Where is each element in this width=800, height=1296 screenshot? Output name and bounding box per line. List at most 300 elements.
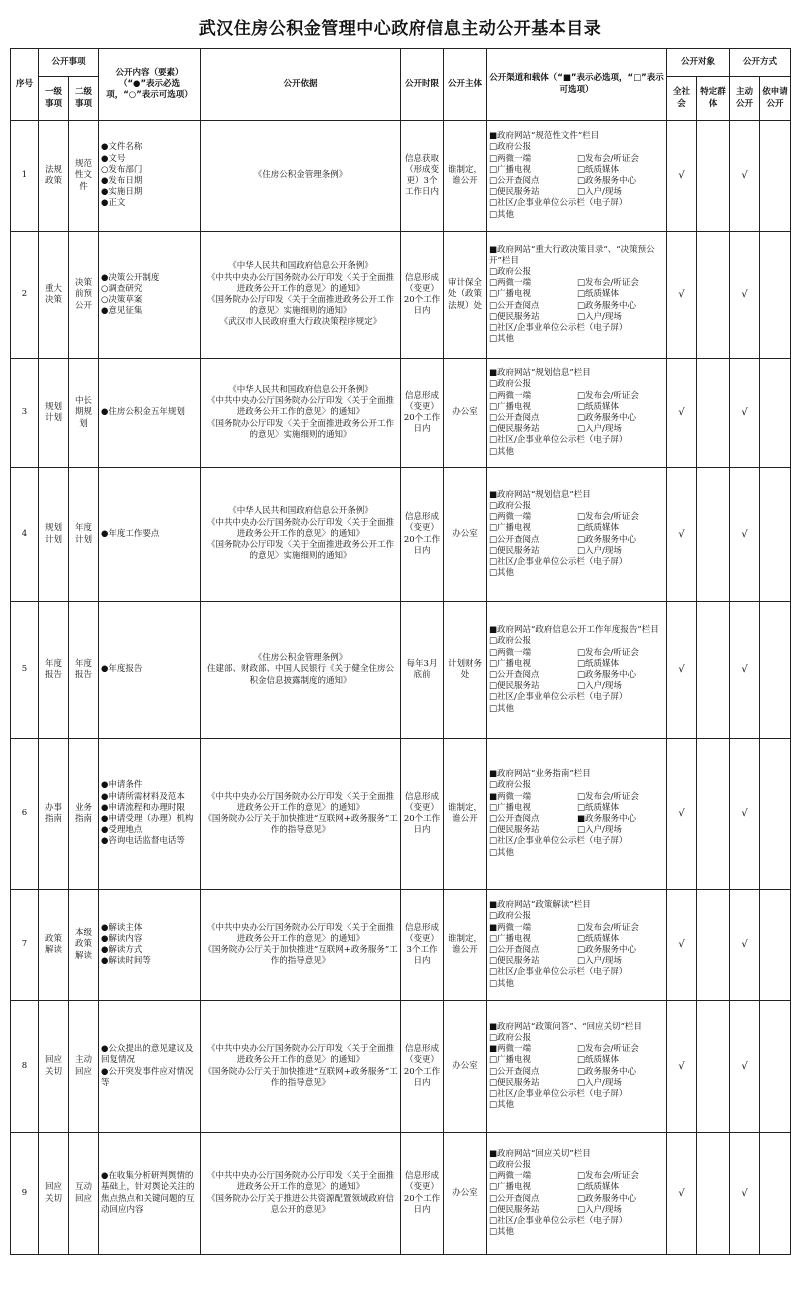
- channel-grid: [489, 1022, 664, 1112]
- channel-option: □纸质媒体: [577, 1182, 620, 1193]
- channel-option: □社区/企事业单位公示栏（电子屏）: [489, 323, 628, 334]
- target-specific-mark: [697, 468, 730, 602]
- level1-item-text: 规划计划: [44, 523, 62, 545]
- header-seq: 序号: [11, 49, 39, 121]
- channel-option: ■政府网站“回应关切”栏目: [489, 1148, 591, 1159]
- time-limit: [401, 232, 444, 359]
- method-apply-mark: [760, 890, 791, 1001]
- basis-document: 住建部、财政部、中国人民银行《关于健全住房公积金信息披露制度的通知》: [207, 664, 395, 686]
- channel-option: □入户/现场: [577, 545, 622, 556]
- basis-document: 《中共中央办公厅国务院办公厅印发〈关于全面推进政务公开工作的意见〉的通知》: [207, 272, 395, 294]
- channel-option: □入户/现场: [577, 681, 622, 692]
- channel-option: ■政府网站“规划信息”栏目: [489, 489, 591, 500]
- header-subject: 公开主体: [444, 49, 487, 121]
- content-element: ●文号: [101, 153, 126, 164]
- header-method-active: 主动公开: [730, 77, 760, 121]
- channel-option: □纸质媒体: [577, 401, 620, 412]
- public-subject: [444, 121, 487, 232]
- time-limit-text: 信息获取（形成变更）3个工作日内: [405, 153, 440, 198]
- level2-item: [69, 1133, 99, 1255]
- channel-grid: [489, 900, 664, 990]
- content-element: ●公众提出的意见建议及回复情况: [101, 1044, 194, 1066]
- target-specific-mark: [697, 1001, 730, 1133]
- channel-grid: [489, 625, 664, 715]
- channel-option: □便民服务站: [489, 1204, 540, 1215]
- public-subject: [444, 1133, 487, 1255]
- channel-option: □公开查阅点: [489, 300, 540, 311]
- basis-document: 《中共中央办公厅国务院办公厅印发〈关于全面推进政务公开工作的意见〉的通知》: [207, 922, 395, 944]
- method-active-mark: [730, 1001, 760, 1133]
- content-element: ●年度报告: [101, 664, 143, 675]
- check-mark: √: [678, 1187, 685, 1199]
- header-target-group: 公开对象: [667, 49, 730, 77]
- basis-list: [201, 1133, 401, 1255]
- target-all-mark: [667, 739, 697, 890]
- channel-option: □便民服务站: [489, 424, 540, 435]
- content-element: ○发布部门: [101, 164, 143, 175]
- channel-option: □便民服务站: [489, 956, 540, 967]
- channel-option: □广播电视: [489, 933, 532, 944]
- channel-option: □广播电视: [489, 523, 532, 534]
- content-elements: [99, 232, 201, 359]
- method-active-mark: [730, 739, 760, 890]
- header-basis: 公开依据: [201, 49, 401, 121]
- basis-document: 《中共中央办公厅国务院办公厅印发〈关于全面推进政务公开工作的意见〉的通知》: [207, 396, 395, 418]
- public-subject: [444, 890, 487, 1001]
- basis-document: 《国务院办公厅印发〈关于全面推进政务公开工作的意见〉实施细则的通知》: [207, 295, 395, 317]
- time-limit-text: 信息形成（变更）20个工作日内: [403, 512, 441, 556]
- basis-list: [201, 1001, 401, 1133]
- check-mark: √: [678, 1060, 685, 1072]
- channel-option: ■政府网站“政策问答”、“回应关切”栏目: [489, 1021, 642, 1032]
- channel-list: [487, 121, 667, 232]
- level1-item: [39, 739, 69, 890]
- check-mark: √: [741, 1060, 748, 1072]
- content-element: ●住房公积金五年规划: [101, 407, 185, 418]
- time-limit-text: 信息形成（变更）20个工作日内: [403, 272, 441, 317]
- row-number: [11, 1133, 39, 1255]
- table-row: [11, 602, 791, 739]
- channel-option: □政府公报: [489, 780, 532, 791]
- channel-option: □发布会/听证会: [577, 1044, 639, 1055]
- row-number-text: 9: [21, 1187, 28, 1198]
- level2-item-text: 主动回应: [75, 1055, 93, 1077]
- channel-option: □入户/现场: [577, 424, 622, 435]
- content-element: ●文件名称: [101, 142, 143, 153]
- level2-item: [69, 1001, 99, 1133]
- channel-option: □公开查阅点: [489, 413, 540, 423]
- basis-document: 《国务院办公厅关于加快推进“互联网+政务服务”工作的指导意见》: [203, 1066, 398, 1088]
- public-subject-text: 办公室: [452, 528, 478, 539]
- row-number-text: 3: [21, 407, 28, 418]
- time-limit-text: 信息形成（变更）20个工作日内: [403, 791, 441, 836]
- channel-option: □入户/现场: [577, 956, 622, 967]
- table-row: [11, 468, 791, 602]
- channel-option: □两微一端: [489, 153, 532, 164]
- channel-option: □其他: [489, 446, 515, 457]
- row-number: [11, 890, 39, 1001]
- channel-option: ■政府网站“业务指南”栏目: [489, 769, 591, 780]
- level2-item-text: 中长期规划: [75, 396, 93, 429]
- channel-option: □入户/现场: [577, 311, 622, 322]
- basis-document: 《住房公积金管理条例》: [253, 653, 348, 664]
- row-number: [11, 739, 39, 890]
- channel-grid: [489, 769, 664, 859]
- time-limit: [401, 121, 444, 232]
- header-target-specific: 特定群体: [697, 77, 730, 121]
- channel-grid: [489, 490, 664, 580]
- content-element: ●实施日期: [101, 187, 143, 198]
- channel-option: □发布会/听证会: [577, 647, 639, 658]
- channel-list: [487, 1133, 667, 1255]
- method-active-mark: [730, 121, 760, 232]
- channel-option: □入户/现场: [577, 1077, 622, 1088]
- content-elements: [99, 121, 201, 232]
- target-all-mark: [667, 1001, 697, 1133]
- channel-option: □公开查阅点: [489, 1193, 540, 1204]
- channel-option: □政府公报: [489, 500, 532, 511]
- channel-option: □其他: [489, 1227, 515, 1238]
- method-apply-mark: [760, 359, 791, 468]
- channel-option: □政务服务中心: [577, 413, 637, 423]
- level2-item: [69, 232, 99, 359]
- public-subject: [444, 468, 487, 602]
- channel-option: □纸质媒体: [577, 658, 620, 669]
- channel-option: □社区/企事业单位公示栏（电子屏）: [489, 198, 628, 209]
- level2-item: [69, 739, 99, 890]
- channel-option: □两微一端: [489, 278, 532, 289]
- method-active-mark: [730, 359, 760, 468]
- content-element: ●决策公开制度: [101, 272, 160, 283]
- channel-option: □其他: [489, 1100, 515, 1111]
- time-limit: [401, 468, 444, 602]
- row-number-text: 4: [21, 528, 28, 539]
- header-content: 公开内容（要素）（“●”表示必选项，“○”表示可选项）: [99, 49, 201, 121]
- content-element: ●意见征集: [101, 306, 143, 317]
- channel-option: □政务服务中心: [577, 1193, 637, 1204]
- row-number-text: 5: [21, 664, 28, 675]
- channel-option: ■政务服务中心: [577, 814, 637, 824]
- basis-list: [201, 468, 401, 602]
- channel-option: □广播电视: [489, 658, 532, 669]
- channel-list: [487, 602, 667, 739]
- level2-item-text: 年度报告: [75, 658, 93, 680]
- content-element: ●解读主体: [101, 922, 143, 933]
- content-element: ○决策草案: [101, 295, 143, 305]
- time-limit-text: 信息形成（变更）3个工作日内: [405, 922, 440, 967]
- check-mark: √: [678, 939, 685, 951]
- content-elements: [99, 890, 201, 1001]
- channel-option: □政务服务中心: [577, 176, 637, 186]
- content-element: ●发布日期: [101, 176, 143, 186]
- content-elements: [99, 359, 201, 468]
- channel-option: □其他: [489, 568, 515, 579]
- target-all-mark: [667, 121, 697, 232]
- public-subject: [444, 602, 487, 739]
- basis-document: 《中华人民共和国政府信息公开条例》: [228, 506, 373, 517]
- channel-option: □两微一端: [489, 390, 532, 401]
- catalog-body: [11, 121, 791, 1255]
- basis-document: 《国务院办公厅关于推进公共资源配置领域政府信息公开的意见》: [207, 1193, 395, 1215]
- channel-option: □公开查阅点: [489, 1066, 540, 1077]
- channel-option: ■政府网站“政府信息公开工作年度报告”栏目: [489, 625, 659, 636]
- content-elements: [99, 1001, 201, 1133]
- basis-document: 《国务院办公厅印发〈关于全面推进政务公开工作的意见〉实施细则的通知》: [207, 418, 395, 440]
- channel-option: □广播电视: [489, 164, 532, 175]
- time-limit: [401, 359, 444, 468]
- public-subject: [444, 1001, 487, 1133]
- table-row: [11, 232, 791, 359]
- basis-document: 《中共中央办公厅国务院办公厅印发〈关于全面推进政务公开工作的意见〉的通知》: [207, 791, 395, 813]
- basis-document: 《中共中央办公厅国务院办公厅印发〈关于全面推进政务公开工作的意见〉的通知》: [207, 1171, 395, 1193]
- table-row: [11, 359, 791, 468]
- header-time-limit: 公开时限: [401, 49, 444, 121]
- row-number: [11, 602, 39, 739]
- check-mark: √: [741, 808, 748, 820]
- level1-item: [39, 890, 69, 1001]
- channel-grid: [489, 368, 664, 458]
- public-subject-text: 办公室: [452, 407, 478, 418]
- method-apply-mark: [760, 468, 791, 602]
- level1-item: [39, 1133, 69, 1255]
- channel-list: [487, 1001, 667, 1133]
- level1-item-text: 办事指南: [44, 802, 62, 824]
- content-element: ●在收集分析研判舆情的基础上，针对舆论关注的焦点热点和关键问题的互动回应内容: [101, 1171, 195, 1215]
- page-title: 武汉住房公积金管理中心政府信息主动公开基本目录: [198, 19, 602, 39]
- check-mark: √: [741, 528, 748, 540]
- check-mark: √: [678, 528, 685, 540]
- channel-list: [487, 890, 667, 1001]
- channel-option: □公开查阅点: [489, 670, 540, 680]
- content-element: ●解读内容: [101, 933, 143, 944]
- header-target-all: 全社会: [667, 77, 697, 121]
- level1-item-text: 回应关切: [44, 1055, 62, 1077]
- row-number: [11, 468, 39, 602]
- time-limit: [401, 1133, 444, 1255]
- level1-item: [39, 232, 69, 359]
- channel-option: □纸质媒体: [577, 802, 620, 813]
- target-all-mark: [667, 1133, 697, 1255]
- public-subject-text: 审计保全处（政策法规）处: [448, 278, 483, 311]
- level2-item-text: 业务指南: [75, 802, 93, 824]
- target-all-mark: [667, 890, 697, 1001]
- basis-list: [201, 602, 401, 739]
- header-method-apply: 依申请公开: [760, 77, 791, 121]
- channel-option: □发布会/听证会: [577, 791, 639, 802]
- content-element: ●申请受理（办理）机构: [101, 814, 194, 824]
- public-subject: [444, 739, 487, 890]
- channel-option: □政府公报: [489, 1032, 532, 1043]
- public-subject: [444, 359, 487, 468]
- channel-option: □纸质媒体: [577, 164, 620, 175]
- check-mark: √: [741, 664, 748, 676]
- time-limit-text: 信息形成（变更）20个工作日内: [403, 1171, 441, 1215]
- target-specific-mark: [697, 890, 730, 1001]
- row-number: [11, 1001, 39, 1133]
- method-active-mark: [730, 232, 760, 359]
- table-row: [11, 121, 791, 232]
- check-mark: √: [741, 939, 748, 951]
- content-element: ●申请流程和办理时限: [101, 802, 185, 813]
- row-number: [11, 359, 39, 468]
- basis-list: [201, 359, 401, 468]
- channel-option: □便民服务站: [489, 187, 540, 198]
- row-number-text: 6: [21, 808, 28, 819]
- check-mark: √: [678, 170, 685, 182]
- method-apply-mark: [760, 1001, 791, 1133]
- level2-item-text: 规范性文件: [75, 159, 93, 192]
- basis-list: [201, 890, 401, 1001]
- channel-option: □公开查阅点: [489, 176, 540, 186]
- level2-item: [69, 602, 99, 739]
- table-row: [11, 890, 791, 1001]
- level2-item-text: 年度计划: [75, 523, 93, 545]
- channel-option: □其他: [489, 334, 515, 345]
- public-subject-text: 办公室: [452, 1060, 478, 1071]
- level2-item: [69, 890, 99, 1001]
- method-active-mark: [730, 890, 760, 1001]
- channel-option: □入户/现场: [577, 1204, 622, 1215]
- channel-option: □政务服务中心: [577, 300, 637, 311]
- time-limit: [401, 890, 444, 1001]
- content-elements: [99, 602, 201, 739]
- channel-option: □纸质媒体: [577, 289, 620, 300]
- content-element: ●年度工作要点: [101, 528, 160, 539]
- target-all-mark: [667, 468, 697, 602]
- channel-option: □发布会/听证会: [577, 1171, 639, 1182]
- channel-option: ■政府网站“规划信息”栏目: [489, 368, 591, 379]
- method-apply-mark: [760, 121, 791, 232]
- channel-option: □社区/企事业单位公示栏（电子屏）: [489, 556, 628, 567]
- channel-option: □纸质媒体: [577, 1055, 620, 1066]
- channel-list: [487, 232, 667, 359]
- channel-option: □入户/现场: [577, 187, 622, 198]
- channel-option: □广播电视: [489, 401, 532, 412]
- channel-option: □社区/企事业单位公示栏（电子屏）: [489, 435, 628, 446]
- content-elements: [99, 468, 201, 602]
- target-specific-mark: [697, 1133, 730, 1255]
- level2-item-text: 互动回应: [75, 1182, 93, 1204]
- level2-item: [69, 359, 99, 468]
- public-subject-text: 谁制定，谁公开: [448, 933, 483, 955]
- basis-document: 《中共中央办公厅国务院办公厅印发〈关于全面推进政务公开工作的意见〉的通知》: [207, 1044, 395, 1066]
- channel-option: ■政府网站“规范性文件”栏目: [489, 131, 600, 142]
- channel-option: □广播电视: [489, 1055, 532, 1066]
- target-all-mark: [667, 232, 697, 359]
- channel-list: [487, 468, 667, 602]
- check-mark: √: [678, 289, 685, 301]
- channel-option: □社区/企事业单位公示栏（电子屏）: [489, 1215, 628, 1226]
- content-element: ●受理地点: [101, 825, 143, 836]
- time-limit-text: 信息形成（变更）20个工作日内: [403, 1044, 441, 1088]
- channel-option: □社区/企事业单位公示栏（电子屏）: [489, 1088, 628, 1099]
- level2-item: [69, 468, 99, 602]
- basis-document: 《中共中央办公厅国务院办公厅印发〈关于全面推进政务公开工作的意见〉的通知》: [207, 517, 395, 539]
- level2-item-text: 本级政策解读: [75, 928, 93, 961]
- content-elements: [99, 1133, 201, 1255]
- level1-item: [39, 1001, 69, 1133]
- basis-document: 《中华人民共和国政府信息公开条例》: [228, 261, 373, 272]
- channel-option: □发布会/听证会: [577, 512, 639, 523]
- channel-option: ■两微一端: [489, 791, 532, 802]
- channel-option: □广播电视: [489, 289, 532, 300]
- level2-item-text: 决策前预公开: [75, 278, 93, 311]
- channel-option: ■政府网站“政策解读”栏目: [489, 900, 591, 911]
- channel-option: □广播电视: [489, 1182, 532, 1193]
- method-active-mark: [730, 1133, 760, 1255]
- channel-option: □发布会/听证会: [577, 278, 639, 289]
- target-specific-mark: [697, 121, 730, 232]
- channel-option: □政府公报: [489, 379, 532, 390]
- level1-item: [39, 359, 69, 468]
- target-specific-mark: [697, 232, 730, 359]
- row-number: [11, 232, 39, 359]
- channel-option: □两微一端: [489, 512, 532, 523]
- content-element: ●申请所需材料及范本: [101, 791, 185, 802]
- check-mark: √: [741, 289, 748, 301]
- channel-grid: [489, 245, 664, 346]
- header-channel: 公开渠道和载体（“■”表示必选项，“□”表示可选项）: [487, 49, 667, 121]
- check-mark: √: [678, 407, 685, 419]
- basis-document: 《武汉市人民政府重大行政决策程序规定》: [219, 317, 382, 328]
- channel-option: □政务服务中心: [577, 534, 637, 545]
- basis-document: 《中华人民共和国政府信息公开条例》: [228, 384, 373, 395]
- row-number-text: 2: [21, 289, 28, 300]
- target-all-mark: [667, 359, 697, 468]
- target-specific-mark: [697, 739, 730, 890]
- level1-item-text: 回应关切: [44, 1182, 62, 1204]
- header-items-group: 公开事项: [39, 49, 99, 77]
- method-apply-mark: [760, 739, 791, 890]
- header-method-group: 公开方式: [730, 49, 791, 77]
- channel-option: □社区/企事业单位公示栏（电子屏）: [489, 836, 628, 847]
- check-mark: √: [678, 664, 685, 676]
- method-apply-mark: [760, 602, 791, 739]
- channel-option: □政务服务中心: [577, 1066, 637, 1077]
- channel-option: □其他: [489, 978, 515, 989]
- row-number: [11, 121, 39, 232]
- basis-list: [201, 232, 401, 359]
- basis-document: 《国务院办公厅印发〈关于全面推进政务公开工作的意见〉实施细则的通知》: [207, 540, 395, 562]
- target-specific-mark: [697, 359, 730, 468]
- channel-option: □广播电视: [489, 802, 532, 813]
- basis-list: [201, 121, 401, 232]
- header-level2: 二级事项: [69, 77, 99, 121]
- method-apply-mark: [760, 1133, 791, 1255]
- channel-option: □入户/现场: [577, 825, 622, 836]
- channel-option: □两微一端: [489, 1171, 532, 1182]
- channel-option: □其他: [489, 703, 515, 714]
- level1-item-text: 规划计划: [44, 401, 62, 423]
- level2-item: [69, 121, 99, 232]
- content-elements: [99, 739, 201, 890]
- channel-list: [487, 359, 667, 468]
- channel-option: □社区/企事业单位公示栏（电子屏）: [489, 692, 628, 703]
- check-mark: √: [741, 1187, 748, 1199]
- channel-option: □便民服务站: [489, 1077, 540, 1088]
- channel-list: [487, 739, 667, 890]
- channel-grid: [489, 131, 664, 221]
- channel-option: ■两微一端: [489, 922, 532, 933]
- level1-item-text: 年度报告: [44, 658, 62, 680]
- channel-option: □纸质媒体: [577, 523, 620, 534]
- public-subject: [444, 232, 487, 359]
- level1-item: [39, 602, 69, 739]
- channel-option: □公开查阅点: [489, 814, 540, 824]
- basis-document: 《住房公积金管理条例》: [253, 170, 348, 181]
- check-mark: √: [741, 407, 748, 419]
- row-number-text: 7: [21, 939, 28, 950]
